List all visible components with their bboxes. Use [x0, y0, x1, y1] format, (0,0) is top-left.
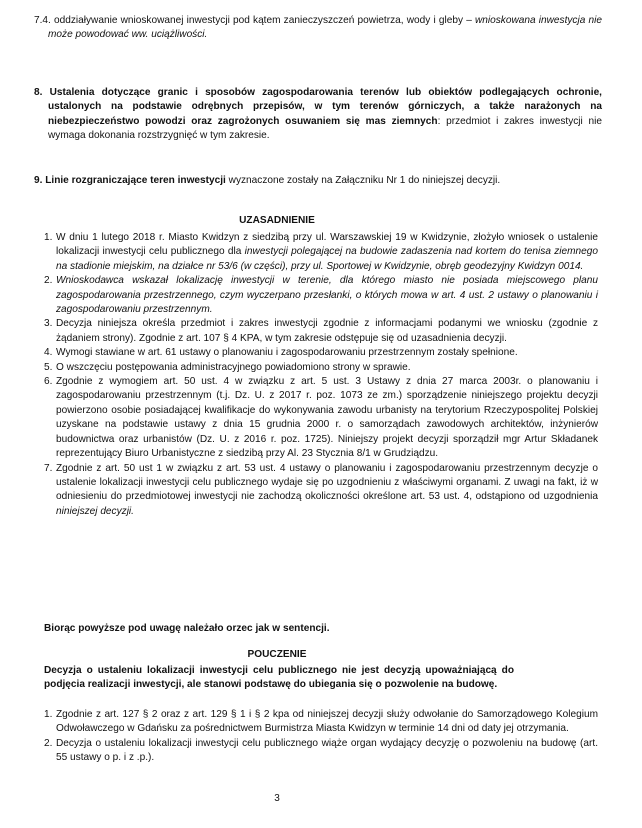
list-item: 4. Wymogi stawiane w art. 61 ustawy o planowaniu i zagospodarowaniu przestrzennym zostały spełnione. — [44, 347, 518, 359]
section-number: 9. — [34, 175, 43, 186]
paragraph-number: 7.4. — [34, 15, 51, 26]
closing-statement: Biorąc powyższe pod uwagę należało orzec jak w sentencji. — [44, 623, 330, 634]
section-text: : przedmiot i zakres inwestycji nie wymaga dokonania rozstrzygnięć w tym zakresie. — [48, 115, 602, 142]
section-8 — [0, 86, 642, 144]
section-heading: Ustalenia dotyczące granic i sposobów zagospodarowania terenów lub obiektów podlegających ochronie, ustalonych na podstawie odrębnych przepisów, w tym terenów górniczych, a także narażonych na niebezpieczeństwo powodzi oraz zagrożonych osuwaniem się mas ziemnych — [42, 87, 602, 127]
section-9 — [0, 174, 642, 188]
paragraph-7-4 — [0, 14, 642, 43]
paragraph-text-italic: wnioskowana inwestycja nie może powodować ww. uciążliwości. — [48, 15, 602, 41]
section-heading: Linie rozgraniczające teren inwestycji — [42, 175, 226, 186]
paragraph-text: oddziaływanie wnioskowanej inwestycji pod kątem zanieczyszczeń powietrza, wody i gleby – — [50, 15, 475, 26]
list-item: 1. W dniu 1 lutego 2018 r. Miasto Kwidzyn z siedzibą przy ul. Warszawskiej 19 w Kwidzynie, złożyło wniosek o ustalenie lokalizacji inwestycji celu publicznego dla inwestycji polegającej na budowie zadaszenia nad kortem do tenisa ziemnego na stadionie miejskim, na działce nr 53/6 (w części), przy ul. Sportowej w Kwidzynie, obręb geodezyjny Kwidzyn 0014. — [44, 232, 598, 272]
uzasadnienie-heading: UZASADNIENIE — [239, 215, 315, 226]
list-item: 2. Wnioskodawca wskazał lokalizację inwestycji w terenie, dla którego miasto nie posiada miejscowego planu zagospodarowania przestrzennego, czym wyczerpano przesłanki, o których mowa w art. 4 ust. 2 ustawy o planowaniu i zagospodarowaniu przestrzennym. — [44, 275, 598, 316]
list-item: 2. Decyzja o ustaleniu lokalizacji inwestycji celu publicznego wiąże organ wydający decyzję o pozwoleniu na budowę (art. 55 ustawy o p. i z .p.). — [44, 737, 598, 764]
pouczenie-list — [0, 708, 638, 766]
pouczenie-heading: POUCZENIE — [247, 649, 307, 660]
list-item: 5. O wszczęciu postępowania administracyjnego powiadomiono strony w sprawie. — [44, 361, 411, 373]
list-item: 1. Zgodnie z art. 127 § 2 oraz z art. 129 § 1 i § 2 kpa od niniejszej decyzji służy odwołanie do Samorządowego Kolegium Odwoławczego w Gdańsku za pośrednictwem Burmistrza Miasta Kwidzyn w terminie 14 dni od daty jej otrzymania. — [44, 709, 598, 735]
list-item: 6. Zgodnie z wymogiem art. 50 ust. 4 w związku z art. 5 ust. 3 Ustawy z dnia 27 marca 2003r. o planowaniu i zagospodarowaniu przestrzennym (t.j. Dz. U. z 2017 r. poz. 1073 ze zm.) sporządzenie niniejszego projektu decyzji powierzono osobie posiadającej kwalifikacje do wykonywania zawodu urbanisty na terytorium Rzeczypospolitej Polskiej uzyskane na podstawie ustawy z dnia 15 grudnia 2000 r. o samorządach zawodowych architektów, inżynierów budownictwa oraz urbanistów (Dz. U. z 2016 r. poz. 1725). Niniejszy projekt decyzji sporządził mgr Artur Składanek reprezentujący Biuro Urbanistyczne z siedzibą przy Al. 23 Stycznia 8/1 w Grudziądzu. — [44, 376, 598, 460]
section-number: 8. — [34, 87, 43, 98]
list-item: 3. Decyzja niniejsza określa przedmiot i zakres inwestycji zgodnie z informacjami podanymi we wniosku (zgodnie z żądaniem strony). Zgodnie z art. 107 § 4 KPA, w tym zakresie odstępuje się od uzasadnienia decyzji. — [44, 318, 598, 344]
page-number: 3 — [274, 793, 280, 804]
list-item: 7. Zgodnie z art. 50 ust 1 w związku z art. 53 ust. 4 ustawy o planowaniu i zagospodarowaniu przestrzennym decyzje o ustalenie lokalizacji inwestycji celu publicznego wydaje się po uzgodnieniu z właściwymi organami. Z uwagi na fakt, iż w odniesieniu do przedmiotowej inwestycji nie zachodzą okoliczności określone art. 53 ust. 4, odstąpiono od uzgodnienia niniejszej decyzji. — [44, 462, 598, 517]
uzasadnienie-list — [0, 231, 638, 519]
pouczenie-lead: Decyzja o ustaleniu lokalizacji inwestycji celu publicznego nie jest decyzją upoważniającą do podjęcia realizacji inwestycji, ale stanowi podstawę do ubiegania się o pozwolenie na budowę. — [44, 665, 514, 691]
section-text: wyznaczone zostały na Załączniku Nr 1 do niniejszej decyzji. — [225, 175, 501, 186]
